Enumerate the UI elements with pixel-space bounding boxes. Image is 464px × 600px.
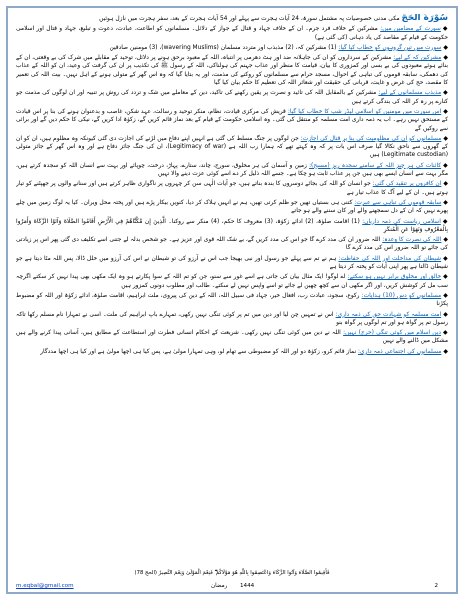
paragraph-heading: مسلمانوں کو دس (10) ہدایات: (361, 292, 442, 299)
list-item (16, 44, 448, 52)
footer-month: رمضان (211, 583, 228, 589)
paragraph-heading: مسلمانوں کی اجتماعی ذمہ داری: (357, 348, 442, 355)
document-page (6, 6, 458, 594)
bullet-icon: ◆ (443, 134, 448, 142)
footer-year: 1444 (240, 583, 255, 589)
bullet-icon: ◆ (443, 198, 448, 206)
bullet-icon: ◆ (442, 25, 448, 33)
paragraph-heading: مشرکین کہ کے لیے: (393, 55, 442, 62)
paragraph-text: جن لوگوں پر جنگ مسلط کی گئی ہے انہیں اپنے دفاع میں لڑنے کی اجازت دی گئی کیونکہ وہ مظلوم ہیں، ان کو ان کے گھروں سے ناحق نکالا گیا صرف اس بات پر کہ وہ کہتے تھے کہ ہمارا رب اللہ ہے (Legitimacy of war)، ان کی جنگ جائز دفاع ہے اور وہ اس گھر کے جائز متولی (Legitimate custodian) ہیں (16, 135, 448, 159)
list-item (16, 108, 448, 133)
paragraph-heading: سابقہ قوموں کی تباہی سے عبرت: (354, 199, 442, 206)
list-item (16, 180, 448, 197)
paragraph-text: مشرکین کے خلاف فرد جرم۔ ان کے خلاف جہاد و قتال کے جواز کے دلائل۔ مسلمانوں کو اطاعت، عبادت، دعوت و تبلیغ، جہاد و قتال اور اسلامی حکومت کے قیام کے مقاصد کی یاد دہانی (کی گئی ہے) (16, 26, 448, 41)
email-link[interactable]: m.eqbal@gmail.com (16, 583, 74, 589)
bullet-icon: ◆ (443, 54, 448, 62)
paragraph-text: اللہ نے دین میں کوئی تنگی نہیں رکھی۔ شریعت کے احکام انسانی فطرت اور استطاعت کے مطابق ہیں، آسانی پیدا کرنے والے ہیں مشکل میں ڈالنے والے نہیں (16, 330, 448, 345)
paragraph-text: اس نے تمہیں چن لیا اور دین میں تم پر کوئی تنگی نہیں رکھی، تمہارے باپ ابراہیم کی ملت۔ اسی نے تمہارا نام مسلم رکھا تاکہ رسول تم پر گواہ ہو اور تم لوگوں پر گواہ بنو (16, 311, 448, 326)
paragraph-text: ہم نے تم سے پہلے جو رسول اور نبی بھیجا جب اس نے آرزو کی تو شیطان نے اس کی آرزو میں خلل ڈالا، پس اللہ مٹا دیتا ہے جو شیطان ڈالتا ہے پھر اپنی آیات کو پختہ کر دیتا ہے (16, 255, 448, 271)
bullet-icon: ◆ (443, 329, 448, 337)
paragraph-text: (1) مشرکین کہ، (2) مذبذب اور متردد مسلمان (wavering Muslims)، (3) مومنین صادقین (109, 44, 337, 51)
bullet-icon: ◆ (443, 291, 448, 299)
page-number: 2 (434, 583, 438, 589)
paragraph-heading: سورت کے مضامین میں: (380, 26, 441, 33)
list-item (16, 25, 448, 42)
paragraph-text: مشرکین کے بالمقابل اللہ کی تائید و نصرت پر یقین رکھنے کی تاکید، دین کے معاملے میں شک و تردد کی روش پر تنبیہ اور ان لوگوں کی مذمت جو کنارے پر رہ کر اللہ کی بندگی کرتے ہیں (16, 90, 448, 105)
surah-title: سُوْرَةُ الْحَجِّ (401, 14, 448, 23)
paragraph-heading: مذبذب مسلمانوں کے لیے: (378, 90, 442, 97)
bullet-icon: ◆ (443, 254, 448, 262)
bullet-icon: ◆ (443, 43, 448, 51)
paragraph-text: اے لوگو! ایک مثال بیان کی جاتی ہے اسے غور سے سنو، جن کو تم اللہ کے سوا پکارتے ہو وہ ایک مکھی بھی پیدا نہیں کر سکتے اگرچہ سب مل کر کوشش کریں، اور اگر مکھی ان سے کچھ چھین لے جائے تو اسے واپس نہیں لے سکتے۔ طالب اور مطلوب دونوں کمزور ہیں (16, 274, 448, 289)
bullet-icon: ◆ (442, 217, 448, 225)
list-item (16, 292, 448, 309)
paragraph-heading: اس سورت میں مومنین کو اسلامی لیڈر شپ کا خطاب کیا گیا: (287, 108, 442, 115)
list-item (16, 199, 448, 216)
list-item (16, 135, 448, 160)
bullet-icon: ◆ (443, 107, 448, 115)
list-item (16, 329, 448, 346)
surah-intro: مکی مدنی خصوصیات پہ مشتمل سورۃ، 24 آیات ہجرت سے پہلے اور 54 آیات ہجرت کے بعد، سفر ہجرت میں نازل ہوئیں (99, 16, 400, 22)
paragraph-text: زمین و آسمان کی ہر مخلوق، سورج، چاند، ستارے، پہاڑ، درخت، چوپائے اور بہت سے انسان اللہ کو سجدہ کرتے ہیں، مگر بہت سے انسان ایسے بھی ہیں جن پر عذاب ثابت ہو چکا ہے۔ جسے اللہ ذلیل کر دے اسے کوئی عزت دینے والا نہیں (16, 162, 448, 178)
paragraph-heading: کائنات کی ہر چیز اللہ کے سامنے سجدہ ریز (مسبح): (309, 162, 442, 169)
bullet-icon: ◆ (443, 89, 448, 97)
paragraph-list (16, 25, 448, 356)
paragraph-text: اللہ ضرور ان کی مدد کرے گا جو اس کی مدد کریں گے، بے شک اللہ قوی اور عزیز ہے۔ جو شخص بدلہ لے جتنی اسے تکلیف دی گئی پھر اس پر زیادتی کی جائے تو اللہ ضرور اس کی مدد کرے گا (16, 237, 448, 252)
list-item (16, 255, 448, 272)
paragraph-text: مشرکین کے سرداروں کو ان کی جاہلانہ ضد اور ہٹ دھرمی پر انتباہ، اللہ کے معبود برحق ہونے پر دلائل، توحید کے مقابلے میں شرک کی بے وقعتی، ان کے بنائے ہوئے معبودوں کی بے بسی اور کمزوری کا بیان، قیامت کا منظر اور عذاب جہنم کی ہولناکی، اللہ کے رسول ﷺ کی تکذیب پر ان کی گرفت کی وعید، ان کو اللہ کے عذاب کی دھمکی، سابقہ قوموں کی تباہی کے احوال، مسجد حرام سے مسلمانوں کو روکنے کی مذمت، اور یہ بتایا گیا کہ وہ اس گھر کے متولی ہونے کے اہل نہیں۔ بیت اللہ کی تعمیر کا مقصد، حج کی غرض و غایت، قربانی کی حقیقت اور شعائر اللہ کی تعظیم کا حکم بیان کیا گیا (16, 55, 448, 87)
list-item (16, 311, 448, 328)
bullet-icon: ◆ (443, 161, 448, 169)
paragraph-heading: دین اسلام میں کوئی تنگی (حرج) نہیں: (343, 330, 442, 337)
title-line (16, 14, 448, 23)
paragraph-heading: خالق اور مخلوق برابر نہیں ہو سکتے: (347, 274, 442, 281)
bullet-icon: ◆ (443, 310, 448, 318)
paragraph-text: قریش کی مرکزی قیادت، نظام، منکر توحید و رسالت، عہد شکن، غاصب و بدعنوان ہونے کی بنا پر اس قیادت کے مستحق نہیں رہے۔ اب یہ ذمہ داری امت مسلمہ کو منتقل کی گئی۔ وہ اسلامی حکومت کے قیام کے بعد نماز قائم کریں گے، زکوٰۃ ادا کریں گے، نیکی کا حکم دیں گے اور برائی سے روکیں گے (16, 108, 448, 132)
paragraph-text: (1) اقامت صلوٰۃ، (2) ادائے زکوٰۃ، (3) معروف کا حکم، (4) منکر سے روکنا۔ الَّذِينَ إِن مَّكَّنَّاهُمْ فِي الْأَرْضِ أَقَامُوا الصَّلَاةَ وَآتَوُا الزَّكَاةَ وَأَمَرُوا بِالْمَعْرُوفِ وَنَهَوْا عَنِ الْمُنكَرِ (16, 218, 448, 233)
bullet-icon: ◆ (443, 180, 448, 188)
list-item (16, 162, 448, 179)
paragraph-heading: شیطان کی مداخلت اور اللہ کی حفاظت: (338, 255, 442, 262)
paragraph-text: نماز قائم کرو، زکوٰۃ دو اور اللہ کو مضبوطی سے تھام لو، وہی تمہارا مولیٰ ہے، پس کیا ہی اچھا مولیٰ ہے اور کیا ہی اچھا مددگار (40, 348, 357, 355)
paragraph-text: رکوع، سجود، عبادت رب، افعال خیر، جہاد فی سبیل اللہ، اللہ کے دین کی پیروی، ملت ابراہیم، اقامت صلوٰۃ، ادائے زکوٰۃ اور اللہ کو مضبوط پکڑنا (16, 292, 448, 308)
paragraph-heading: اللہ کی نصرت کا وعدہ: (382, 237, 442, 244)
bullet-icon: ◆ (443, 347, 448, 355)
page-footer (16, 580, 448, 592)
bullet-icon: ◆ (443, 236, 448, 244)
closing-quote: فَأَقِيمُوا الصَّلَاةَ وَآتُوا الزَّكَاةَ وَاعْتَصِمُوا بِاللَّهِ هُوَ مَوْلَاكُمْ ۖ فَنِعْمَ الْمَوْلَىٰ وَنِعْمَ النَّصِيرُ (الحج 78) (134, 570, 330, 576)
list-item (16, 89, 448, 106)
list-item (16, 218, 448, 235)
list-item (16, 273, 448, 290)
list-item (16, 348, 448, 356)
list-item (16, 236, 448, 253)
list-item (16, 54, 448, 87)
paragraph-heading: ان کافروں پر تنقید کی گئی: (372, 181, 442, 188)
paragraph-text: کتنی ہی بستیاں تھیں جو ظلم کرتی تھیں، ہم نے انہیں ہلاک کر دیا، کنویں بیکار پڑے ہیں اور پختہ محل ویران۔ کیا یہ لوگ زمین میں چلے پھرے نہیں کہ ان کے دل سمجھنے والے اور کان سننے والے ہو جاتے (16, 199, 448, 215)
paragraph-heading: مسلمانوں کو ان کی مظلومیت کی بنا پر قتال کی اجازت: (300, 135, 442, 142)
bullet-icon: ◆ (443, 273, 448, 281)
paragraph-heading: امت مسلمہ کو شہادت حق کی ذمہ داری: (335, 311, 442, 318)
paragraph-heading: سورت میں تین گروہوں کو خطاب کیا گیا: (338, 44, 442, 51)
document-body (16, 14, 448, 566)
paragraph-text: جو انسان کو اللہ کی بجائے دوسروں کا بندہ بناتے ہیں، جو آیات الٰہی سن کر چہروں پر ناگواری ظاہر کرتے ہیں اور سنانے والوں پر جھپٹنے کو تیار ہوتے ہیں۔ ان کے لیے آگ کا عذاب تیار ہے (16, 181, 448, 196)
paragraph-heading: اسلامی ریاست کی ذمہ داریاں: (362, 218, 441, 225)
